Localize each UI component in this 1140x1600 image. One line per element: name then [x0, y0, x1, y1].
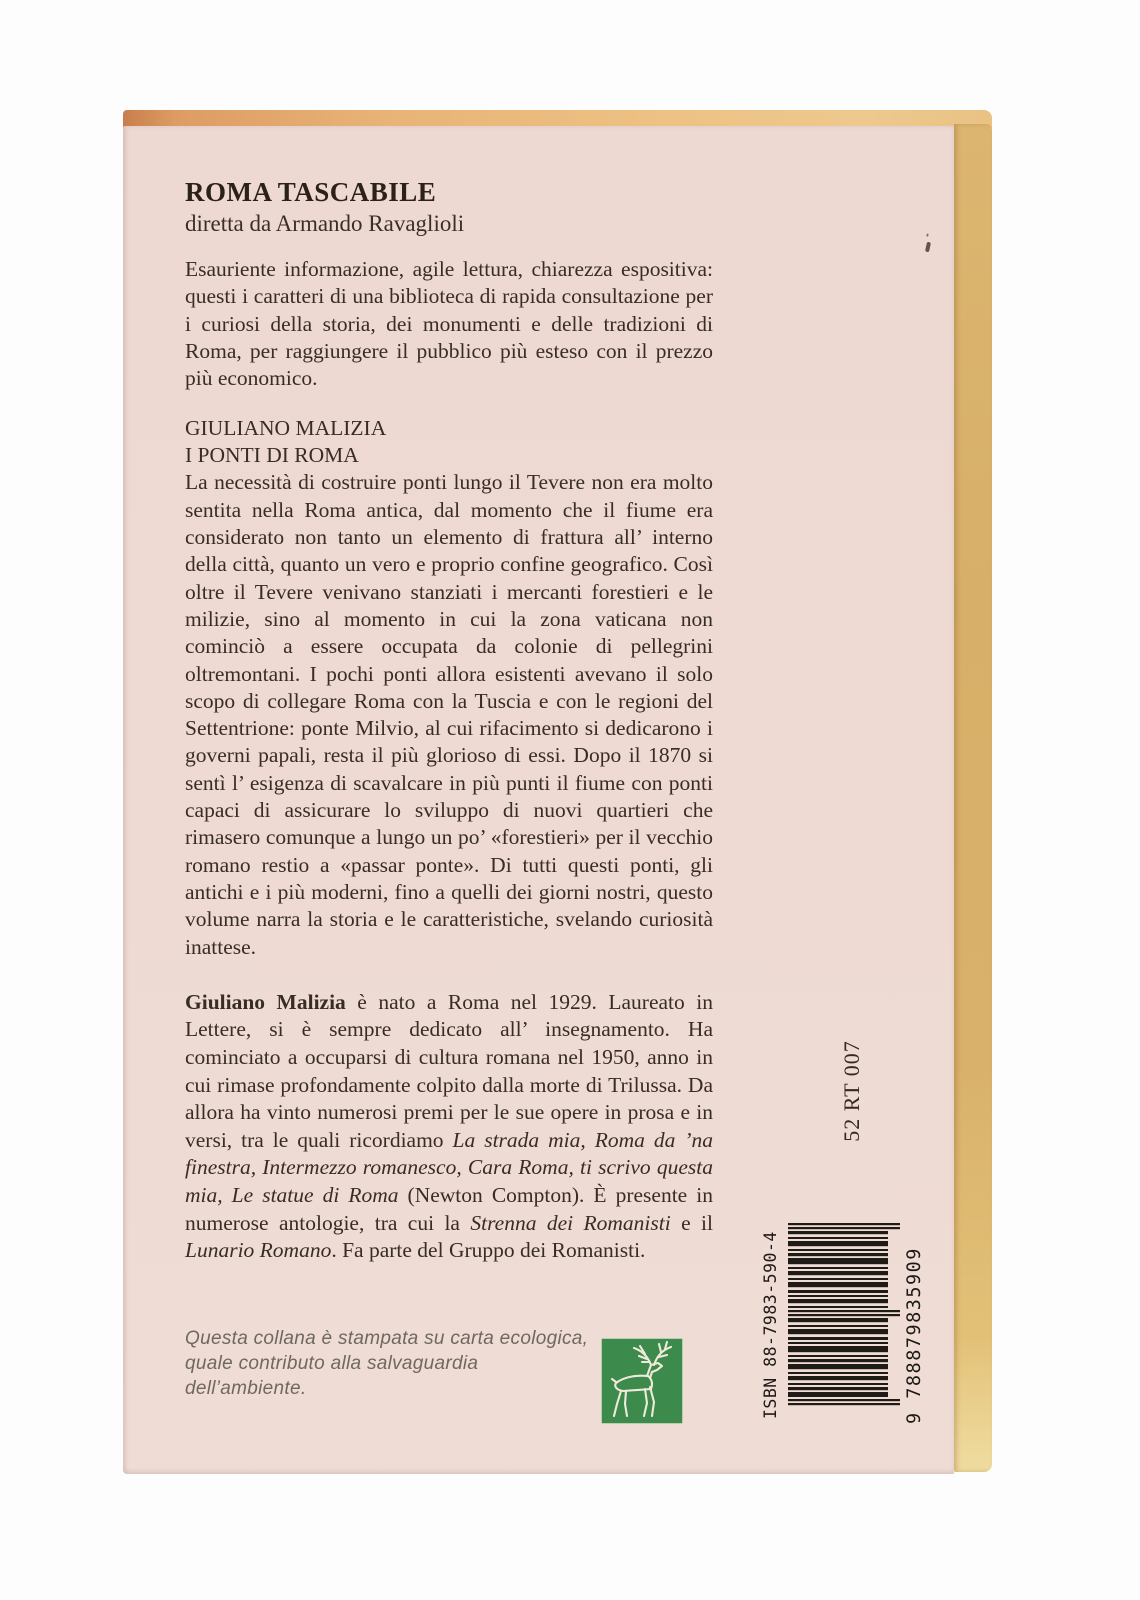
catalog-code: 52 RT 007 — [839, 1040, 864, 1142]
series-title: ROMA TASCABILE — [185, 177, 437, 207]
author-bio-anthology-1: Strenna dei Romanisti — [470, 1210, 671, 1235]
author-bio-text-4: . Fa parte del Gruppo dei Romanisti. — [331, 1238, 646, 1263]
author-bio-anthology-2: Lunario Romano — [185, 1238, 332, 1263]
book-side-page-edge — [954, 124, 992, 1472]
book-heading — [185, 415, 713, 469]
book-title-line: I PONTI DI ROMA — [185, 443, 359, 468]
cover-text-column — [185, 176, 713, 1265]
ink-speck — [925, 242, 931, 253]
ean-number: 9 788879835909 — [904, 1247, 925, 1424]
deer-eco-logo-icon — [601, 1338, 683, 1424]
series-blurb: Esauriente informazione, agile lettura, chiarezza espositiva: questi i caratteri di una biblioteca di rapida consultazione per i curiosi della storia, dei monumenti e delle tradizioni di Roma, per raggiungere il pubblico più esteso con il prezzo più economico. — [185, 257, 713, 391]
author-bio-text-1: è nato a Roma nel 1929. Laureato in Lettere, si è sempre dedicato all’ insegnamento. Ha cominciato a occuparsi di cultura romana nel 1950, anno in cui rimase profondamente colpito dalla morte di Trilussa. Da allora ha vinto numerosi premi per le sue opere in prosa e in versi, tra le quali ricordiamo — [185, 989, 713, 1152]
author-bio-lead: Giuliano Malizia — [185, 989, 346, 1014]
book-back-cover — [123, 110, 992, 1476]
cover-surface — [123, 126, 954, 1474]
series-editor-line: diretta da Armando Ravaglioli — [185, 211, 465, 236]
author-bio-text-2: (Newton Compton). È presente in numerose antologie, tra cui la — [185, 1182, 713, 1235]
author-bio-text-3: e il — [670, 1210, 713, 1235]
author-bio-book-titles: La strada mia, Roma da ’na finestra, Intermezzo romanesco, Cara Roma, ti scrivo questa mia, Le statue di Roma — [185, 1127, 713, 1207]
synopsis-paragraph: La necessità di costruire ponti lungo il Tevere non era molto sentita nella Roma antica, dal momento che il fiume era considerato non tanto un elemento di frattura all’ interno della città, quanto un vero e proprio confine geografico. Così oltre il Tevere venivano stanziati i mercanti forestieri e le milizie, sino al momento in cui la zona vaticana non cominciò a essere occupata da colonie di pellegrini oltremontani. I pochi ponti allora esistenti avevano il solo scopo di collegare Roma con la Tuscia e con le regioni del Settentrione: ponte Milvio, al cui rifacimento si dedicarono i governi papali, resta il più glorioso di essi. Dopo il 1870 si sentì l’ esigenza di scavalcare in più punti il fiume con ponti capaci di assicurare lo sviluppo di nuovi quartieri che rimasero comunque a lungo un po’ «forestieri» per il vecchio romano restio a «passar ponte». Di tutti questi ponti, gli antichi e i più moderni, fino a quelli dei giorni nostri, questo volume narra la storia e le caratteristiche, svelando curiosità inattese. — [185, 470, 713, 959]
author-name-line: GIULIANO MALIZIA — [185, 416, 387, 441]
isbn-label: ISBN 88-7983-590-4 — [761, 1231, 780, 1419]
eco-paper-note: Questa collana è stampata su carta ecologica, quale contributo alla salvaguardia dell’ambiente. — [185, 1328, 589, 1399]
author-bio-paragraph — [185, 989, 713, 1265]
isbn-barcode — [758, 1221, 926, 1426]
